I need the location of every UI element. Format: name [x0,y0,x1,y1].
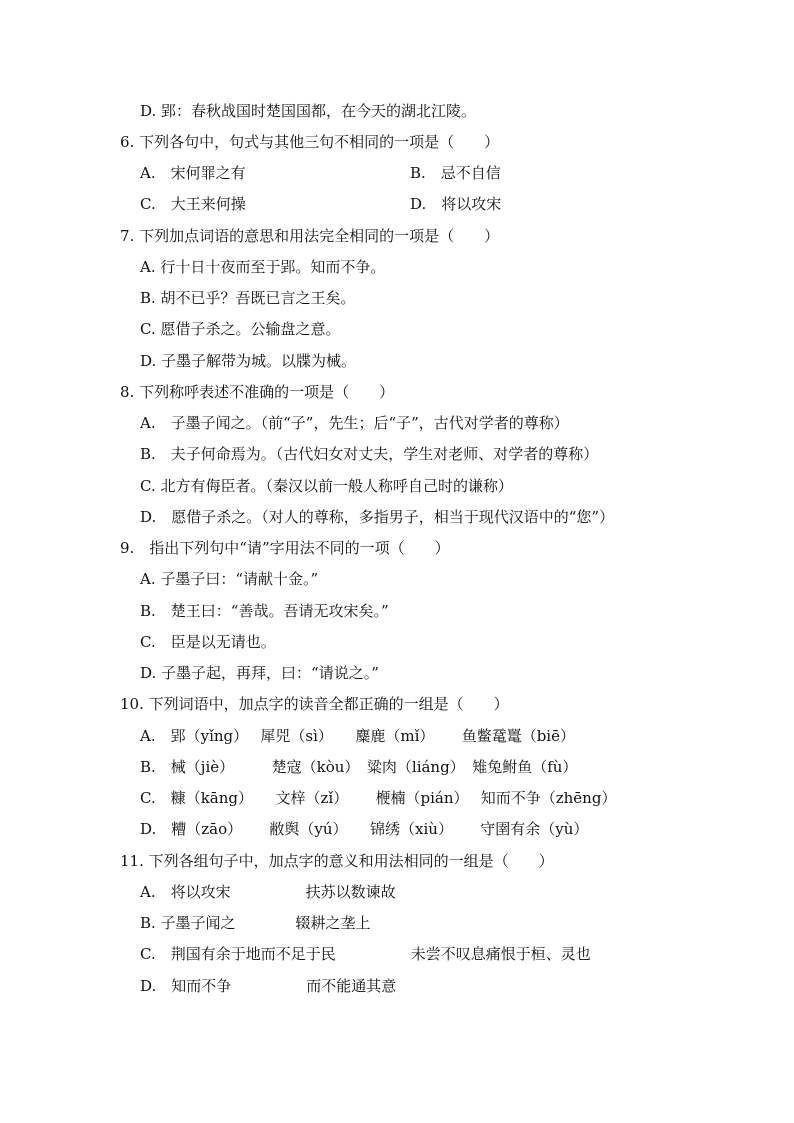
question-6: 6. 下列各句中，句式与其他三句不相同的一项是（ ） [120,133,500,151]
option-10b: B. 械（jiè） 楚寇（kòu） 粱肉（liáng） 雉兔鲋鱼（fù） [140,758,578,776]
option-9a: A. 子墨子曰：“请献十金。” [140,570,319,588]
option-8a: A. 子墨子闻之。（前“子”，先生；后“子”，古代对学者的尊称） [140,414,569,432]
option-9c: C. 臣是以无请也。 [140,633,276,651]
question-9: 9. 指出下列句中“请”字用法不同的一项（ ） [120,539,450,557]
question-8: 8. 下列称呼表述不准确的一项是（ ） [120,383,395,401]
question-7: 7. 下列加点词语的意思和用法完全相同的一项是（ ） [120,227,500,245]
option-10a: A. 郢（yǐng） 犀兕（sì） 麋鹿（mǐ） 鱼鳖鼋鼍（biē） [140,727,575,745]
option-7a: A. 行十日十夜而至于郢。知而不争。 [140,258,386,276]
option-7d: D. 子墨子解带为城。以牒为械。 [140,352,357,370]
option-9b: B. 楚王曰：“善哉。吾请无攻宋矣。” [140,602,389,620]
option-8d: D. 愿借子杀之。（对人的尊称，多指男子，相当于现代汉语中的“您”） [140,508,615,526]
question-11: 11. 下列各组句子中，加点字的意义和用法相同的一组是（ ） [120,852,554,870]
option-8b: B. 夫子何命焉为。（古代妇女对丈夫，学生对老师、对学者的尊称） [140,445,599,463]
option-d-prev: D. 郢：春秋战国时楚国国都，在今天的湖北江陵。 [140,102,477,120]
option-7b: B. 胡不已乎？吾既已言之王矣。 [140,289,356,307]
option-7c: C. 愿借子杀之。公输盘之意。 [140,320,341,338]
option-11c: C. 荆国有余于地而不足于民 未尝不叹息痛恨于桓、灵也 [140,945,591,963]
option-6b: B. 忌不自信 [410,164,501,182]
option-6a: A. 宋何罪之有 [140,164,246,182]
option-11b: B. 子墨子闻之 辍耕之垄上 [140,914,371,932]
option-6d: D. 将以攻宋 [410,195,502,213]
option-11a: A. 将以攻宋 扶苏以数谏故 [140,883,396,901]
option-10c: C. 糠（kāng） 文梓（zǐ） 楩楠（pián） 知而不争（zhēng） [140,789,617,807]
question-10: 10. 下列词语中，加点字的读音全都正确的一组是（ ） [120,695,509,713]
option-10d: D. 糟（zāo） 敝舆（yú） 锦绣（xiù） 守圉有余（yù） [140,820,589,838]
option-9d: D. 子墨子起，再拜，曰：“请说之。” [140,664,379,682]
option-6c: C. 大王来何操 [140,195,246,213]
option-11d: D. 知而不争 而不能通其意 [140,977,397,995]
option-8c: C. 北方有侮臣者。（秦汉以前一般人称呼自己时的谦称） [140,477,513,495]
